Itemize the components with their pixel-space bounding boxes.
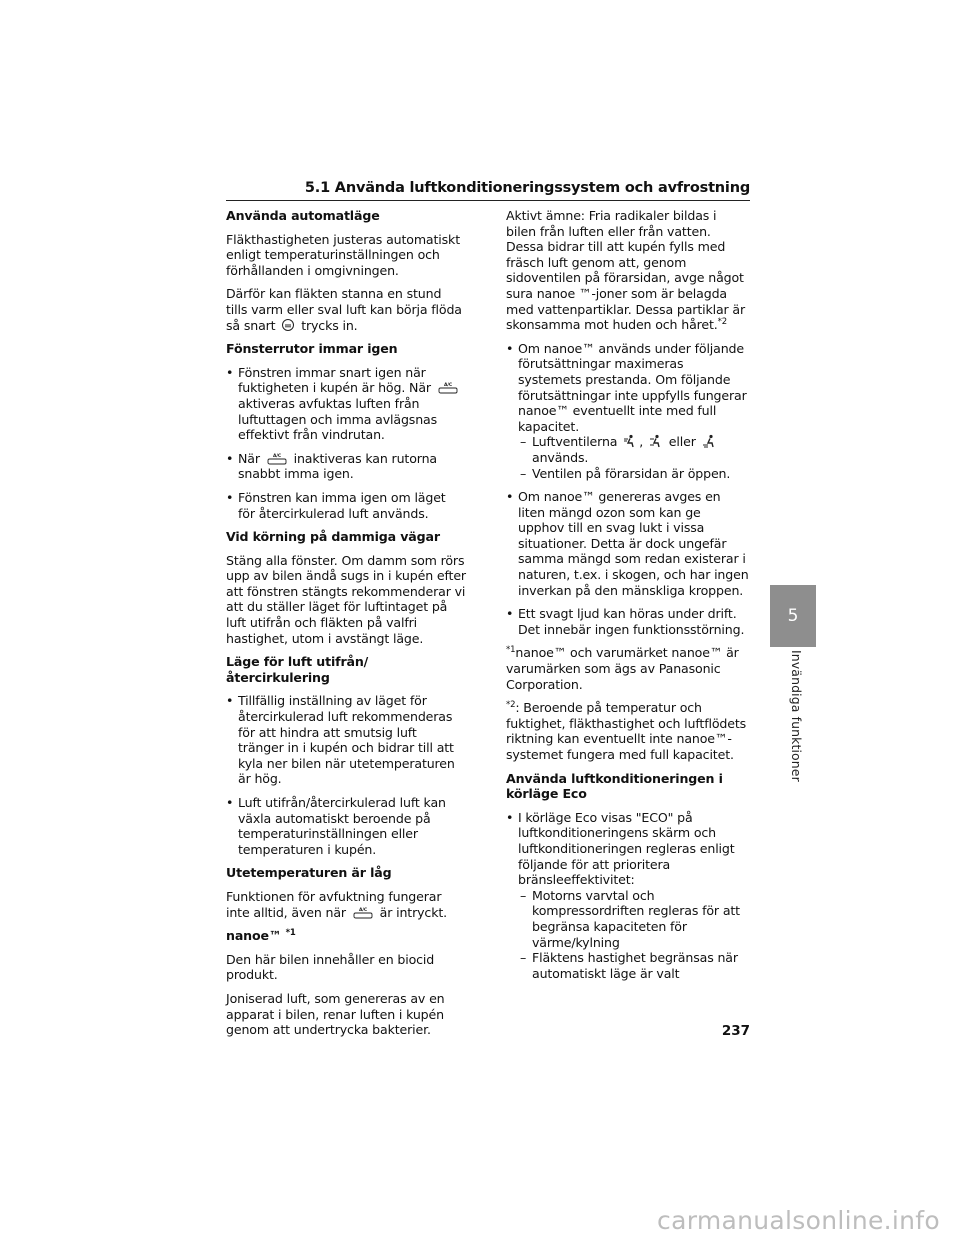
vent-feet-icon	[702, 434, 716, 448]
paragraph: Joniserad luft, som genereras av en apparat i bilen, renar luften i kupén genom att undertrycka bakterier.	[226, 990, 445, 1038]
watermark: carmanualsonline.info	[657, 1206, 940, 1235]
paragraph: Den här bilen innehåller en biocid produkt.	[226, 951, 435, 983]
left-column	[226, 208, 466, 1046]
list-item: • I körläge Eco visas "ECO" på luftkonditioneringens skärm och luftkonditioneringen regleras enligt följande för att prioritera bränsleeffektivitet: – Motorns varvtal och kompressordriften regleras för att begränsa kapaciteten för värme/kylning – Fläktens hastighet begränsas när automatiskt läge är valt	[506, 810, 750, 982]
chapter-label: Invändiga funktioner	[789, 650, 804, 782]
dash-item: – Motorns varvtal och kompressordriften regleras för att begränsa kapaciteten för värme/kylning	[520, 887, 740, 950]
ac-button-icon	[353, 906, 373, 919]
heading-eco-mode: Använda luftkonditioneringen i körläge Eco	[506, 770, 723, 802]
heading-dusty-roads: Vid körning på dammiga vägar	[226, 529, 440, 545]
vent-face-feet-icon	[649, 434, 663, 448]
list-item: • När A/C inaktiveras kan rutorna snabbt imma igen.	[226, 451, 466, 482]
heading-air-mode: Läge för luft utifrån/återcirkulering	[226, 654, 369, 685]
svg-text:A/C: A/C	[443, 383, 452, 389]
svg-text:A/C: A/C	[272, 453, 281, 459]
heading-windows-fog: Fönsterrutor immar igen	[226, 341, 398, 357]
ac-button-icon	[438, 381, 458, 394]
list-item: • Luft utifrån/återcirkulerad luft kan växla automatiskt beroende på temperaturinställningen eller temperaturen i kupén.	[226, 795, 466, 857]
vent-face-icon	[623, 434, 637, 448]
footnote: $^{*1}$nanoe™ och varumärket nanoe™ är varumärken som ägs av Panasonic Corporation.	[506, 645, 739, 692]
list-item: • Ett svagt ljud kan höras under drift. Det innebär ingen funktionsstörning.	[506, 606, 750, 637]
list-item: • Fönstren immar snart igen när fuktigheten i kupén är hög. När A/C aktiveras avfuktas luften från luftuttagen och imma avlägsnas effektivt från vindrutan.	[226, 365, 466, 443]
chapter-number: 5	[787, 606, 799, 626]
right-column	[506, 208, 750, 989]
list-item: • Om nanoe™ används under följande förutsättningar maximeras systemets prestanda. Om följande förutsättningar inte uppfylls fungerar nanoe™ eventuellt inte med full kapacitet. – Luftventilerna , eller används. – Ventilen på förarsidan är öppen.	[506, 341, 750, 481]
list-item: • Om nanoe™ genereras avges en liten mängd ozon som kan ge upphov till en svag lukt i vissa situationer. Detta är dock ungefär samma mängd som redan existerar i naturen, t.ex. i skogen, och har ingen inverkan på den mänskliga kroppen.	[506, 489, 750, 598]
dash-item: – Fläktens hastighet begränsas när automatiskt läge är valt	[520, 950, 738, 981]
paragraph: Stäng alla fönster. Om damm som rörs upp av bilen ändå sugs in i kupén efter att fönstren stängts rekommenderar vi att du ställer läget för luftintaget på luft utifrån och fläkten på valfri hastighet, utom i avstängt läge.	[226, 552, 466, 646]
dash-item: – Ventilen på förarsidan är öppen.	[520, 465, 731, 481]
footnote: $^{*2}$: Beroende på temperatur och fuktighet, fläkthastighet och luftflödets riktning kan eventuellt inte nanoe™-systemet fungera med full kapacitet.	[506, 700, 747, 762]
dash-item: – Luftventilerna , eller används.	[506, 434, 750, 465]
ac-button-icon	[267, 452, 287, 465]
list-item: • Fönstren kan imma igen om läget för återcirkulerad luft används.	[226, 490, 466, 521]
heading-nanoe: nanoe™ $^{*1}$	[226, 927, 296, 944]
paragraph: Fläkthastigheten justeras automatiskt enligt temperaturinställningen och förhållanden i omgivningen.	[226, 231, 460, 278]
heading-low-temp: Utetemperaturen är låg	[226, 865, 392, 881]
paragraph: Därför kan fläkten stanna en stund tills varm eller sval luft kan börja flöda så snart trycks in.	[226, 286, 462, 333]
heading-auto-mode: Använda automatläge	[226, 208, 380, 223]
header-rule	[226, 200, 750, 201]
section-header: 5.1 Använda luftkonditioneringssystem och avfrostning	[304, 180, 750, 196]
page-number: 237	[721, 1023, 750, 1039]
list-item: • Tillfällig inställning av läget för återcirkulerad luft rekommenderas för att hindra att smutsig luft tränger in i kupén och bidrar till att kyla ner bilen när utetemperaturen är hög.	[226, 693, 466, 787]
svg-text:A/C: A/C	[358, 907, 367, 913]
paragraph: Funktionen för avfuktning fungerar inte alltid, även när A/C är intryckt.	[226, 888, 447, 920]
paragraph: Aktivt ämne: Fria radikaler bildas i bilen från luften eller från vatten. Dessa bidrar till att kupén fylls med fräsch luft genom att, genom sidoventilen på förarsidan, avge något sura nanoe ™-joner som är belagda med vattenpartiklar. Dessa partiklar är skonsamma mot huden och håret.$^{*2}$	[506, 208, 746, 333]
auto-button-icon	[281, 318, 295, 332]
